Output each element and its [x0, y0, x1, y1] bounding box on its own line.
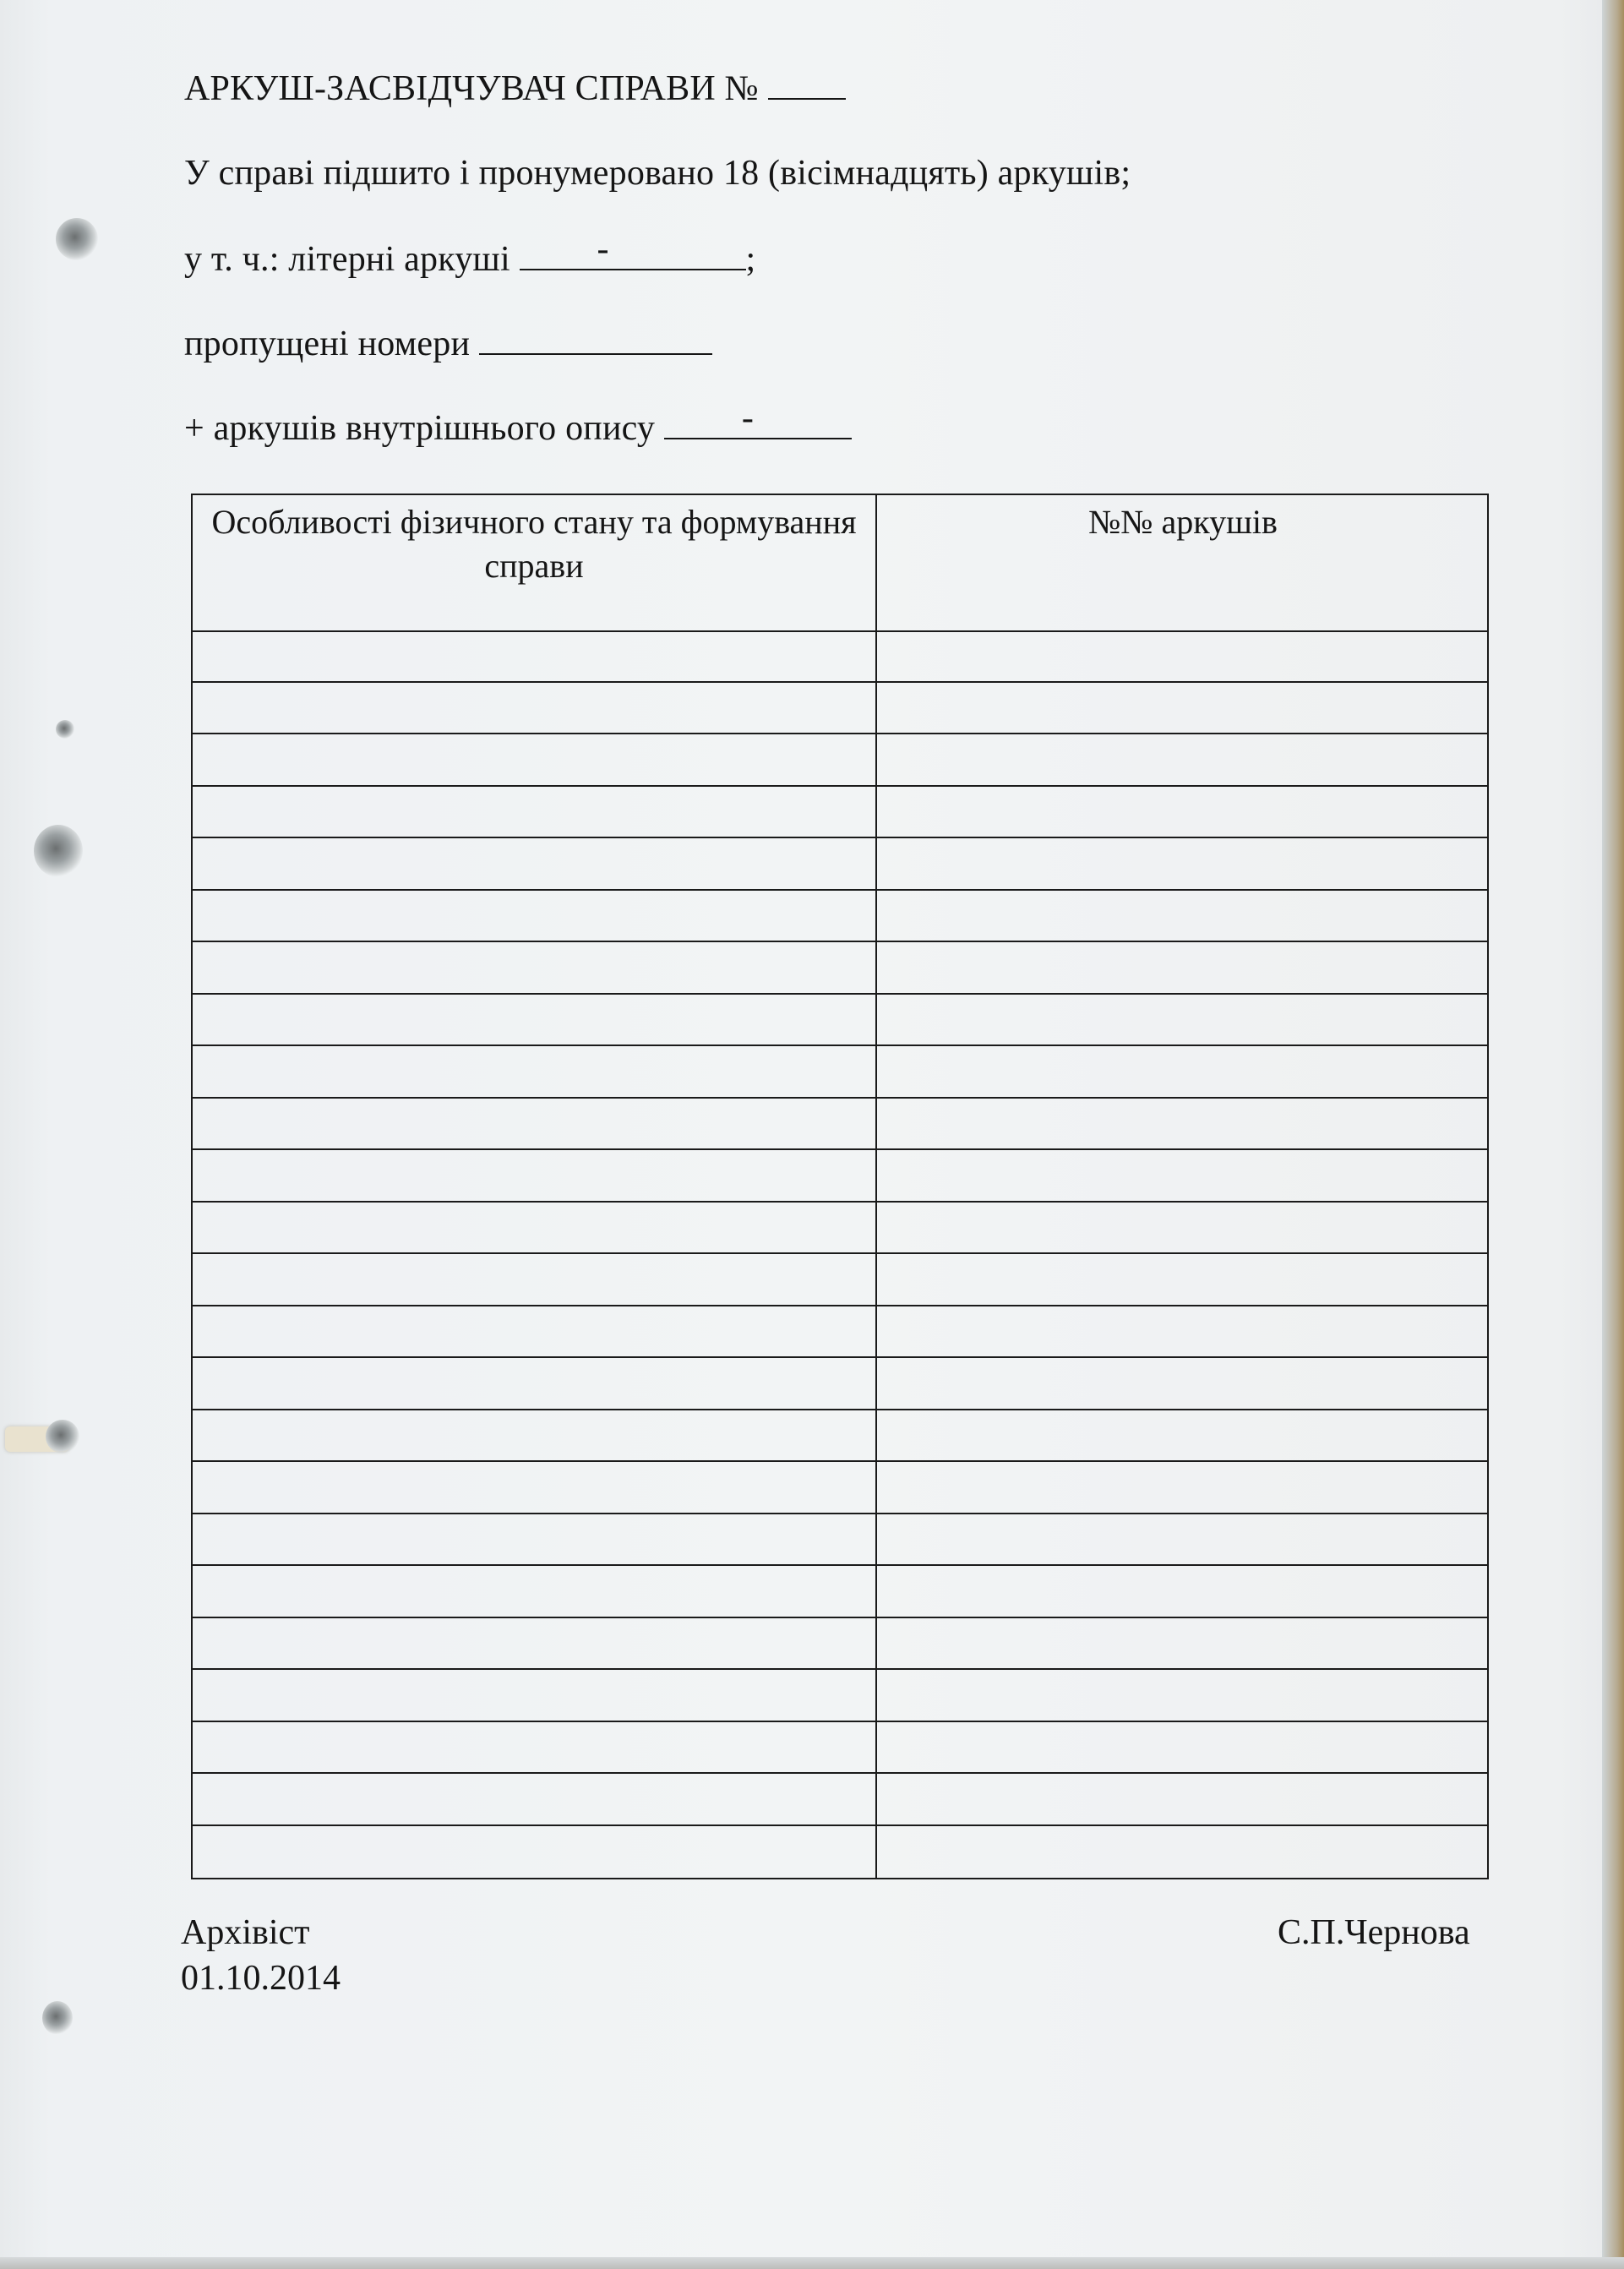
document-title [184, 66, 846, 110]
table-row [193, 1774, 1487, 1826]
table-row [193, 1203, 1487, 1255]
internal-inventory-blank [664, 399, 852, 439]
table-header-row [193, 495, 1487, 632]
table-row [193, 1150, 1487, 1203]
features-cell [193, 1254, 875, 1305]
sheet-numbers-cell [877, 1358, 1489, 1409]
signature-date: 01.10.2014 [181, 1959, 341, 1998]
table-row [193, 995, 1487, 1047]
table-row [193, 1099, 1487, 1151]
letter-sheets-suffix: ; [745, 240, 756, 279]
header-features: Особливості фізичного стану та формування справи [211, 503, 857, 585]
features-cell [193, 1203, 875, 1253]
table-row [193, 1826, 1487, 1879]
features-cell [193, 995, 875, 1045]
table-row [193, 942, 1487, 995]
features-cell [193, 1462, 875, 1513]
sheet-numbers-cell [877, 734, 1489, 785]
features-cell [193, 683, 875, 734]
features-cell [193, 1618, 875, 1669]
archivist-label: Архівіст [181, 1913, 310, 1952]
table-row [193, 1566, 1487, 1618]
letter-sheets-value: - [597, 230, 609, 269]
features-cell [193, 1150, 875, 1201]
table-row [193, 1254, 1487, 1306]
column-divider [875, 495, 877, 1878]
folder-edge [1602, 0, 1624, 2269]
sheet-numbers-cell [877, 1410, 1489, 1461]
sheet-numbers-cell [877, 1670, 1489, 1721]
table-row [193, 1358, 1487, 1410]
document-title-text: АРКУШ-ЗАСВІДЧУВАЧ СПРАВИ № [184, 69, 759, 108]
binding-hole-icon [46, 1420, 79, 1454]
features-cell [193, 630, 875, 681]
sheet-numbers-cell [877, 1046, 1489, 1097]
sewn-sheets-text: У справі підшито і пронумеровано 18 (вісімнадцять) аркушів; [184, 154, 1131, 193]
sheet-numbers-cell [877, 942, 1489, 993]
letter-sheets-blank [520, 230, 746, 270]
features-cell [193, 1566, 875, 1617]
sheet-numbers-cell [877, 1826, 1489, 1879]
features-cell [193, 1774, 875, 1824]
binding-hole-icon [56, 720, 74, 739]
sheet-numbers-cell [877, 1306, 1489, 1357]
binding-hole-icon [56, 218, 98, 260]
table-row [193, 1046, 1487, 1099]
case-number-blank [768, 66, 846, 100]
binding-hole-icon [34, 825, 83, 877]
sheet-numbers-cell [877, 1774, 1489, 1824]
missing-numbers-line [184, 321, 712, 365]
letter-sheets-label: у т. ч.: літерні аркуші [184, 240, 510, 279]
sheet-numbers-cell [877, 1462, 1489, 1513]
table-row [193, 683, 1487, 735]
table-row [193, 734, 1487, 787]
internal-inventory-label: + аркушів внутрішнього опису [184, 409, 656, 448]
features-cell [193, 734, 875, 785]
features-cell [193, 891, 875, 941]
sheet-numbers-cell [877, 787, 1489, 837]
features-cell [193, 1358, 875, 1409]
binding-hole-icon [42, 2001, 73, 2035]
internal-inventory-line [184, 399, 852, 450]
features-cell [193, 838, 875, 889]
table-row [193, 1618, 1487, 1671]
internal-inventory-value: - [741, 399, 755, 438]
sheet-numbers-cell [877, 1203, 1489, 1253]
table-row [193, 1462, 1487, 1514]
sheet-numbers-cell [877, 630, 1489, 681]
sheet-numbers-cell [877, 891, 1489, 941]
sheet-numbers-cell [877, 838, 1489, 889]
sheet-numbers-cell [877, 683, 1489, 734]
table-row [193, 1306, 1487, 1359]
sheet-numbers-cell [877, 1514, 1489, 1565]
physical-state-table [191, 494, 1489, 1879]
table-row [193, 787, 1487, 839]
missing-numbers-label: пропущені номери [184, 325, 471, 363]
features-cell [193, 1514, 875, 1565]
table-row [193, 630, 1487, 683]
table-row [193, 1410, 1487, 1463]
sheet-numbers-cell [877, 995, 1489, 1045]
table-row [193, 838, 1487, 891]
table-row [193, 1722, 1487, 1775]
features-cell [193, 1099, 875, 1149]
signature-name: С.П.Чернова [1278, 1913, 1470, 1952]
features-cell [193, 1306, 875, 1357]
sheet-numbers-cell [877, 1150, 1489, 1201]
features-cell [193, 1826, 875, 1879]
sewn-sheets-line [184, 152, 1131, 194]
table-row [193, 1514, 1487, 1567]
sheet-numbers-cell [877, 1618, 1489, 1669]
missing-numbers-blank [479, 321, 712, 355]
sheet-numbers-cell [877, 1099, 1489, 1149]
paper-bottom-edge [0, 2257, 1624, 2269]
table-row [193, 1670, 1487, 1722]
letter-sheets-line [184, 230, 756, 281]
header-sheet-numbers: №№ аркушів [1088, 503, 1278, 541]
features-cell [193, 1046, 875, 1097]
sheet-numbers-cell [877, 1722, 1489, 1773]
table-row [193, 891, 1487, 943]
features-cell [193, 1670, 875, 1721]
sheet-numbers-cell [877, 1566, 1489, 1617]
features-cell [193, 787, 875, 837]
features-cell [193, 1410, 875, 1461]
sheet-numbers-cell [877, 1254, 1489, 1305]
features-cell [193, 1722, 875, 1773]
features-cell [193, 942, 875, 993]
